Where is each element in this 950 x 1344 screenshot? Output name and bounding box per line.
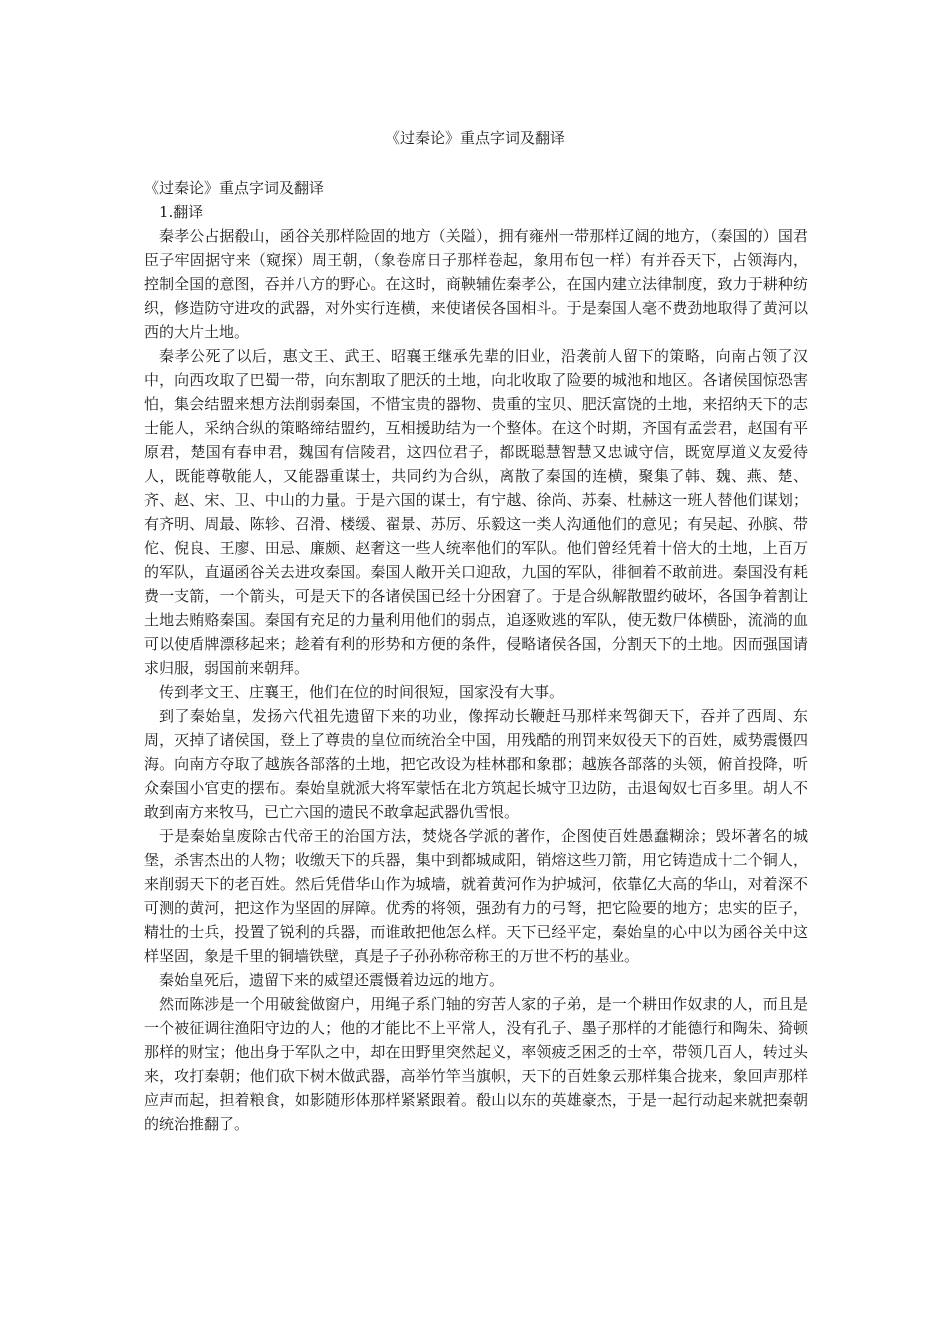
paragraph: 到了秦始皇，发扬六代祖先遗留下来的功业，像挥动长鞭赶马那样来驾御天下，吞并了西周、东周，灭掉了诸侯国，登上了尊贵的皇位而统治全中国，用残酷的刑罚来奴役天下的百姓，威势震慑四海。向南方夺取了越族各部落的土地，把它改设为桂林郡和象郡；越族各部落的头领，俯首投降，听众秦国小官吏的摆布。秦始皇就派大将军蒙恬在北方筑起长城守卫边防，击退匈奴七百多里。胡人不敢到南方来牧马，已亡六国的遗民不敢拿起武器仇雪恨。 — [144, 707, 808, 821]
paragraph: 秦孝公死了以后，惠文王、武王、昭襄王继承先辈的旧业，沿袭前人留下的策略，向南占领了汉中，向西攻取了巴蜀一带，向东割取了肥沃的土地，向北收取了险要的城池和地区。各诸侯国惊恐害怕，集会结盟来想方法削弱秦国，不惜宝贵的器物、贵重的宝贝、肥沃富饶的土地，来招纳天下的志士能人，采纳合纵的策略缔结盟约，互相援助结为一个整体。在这个时期，齐国有孟尝君，赵国有平原君，楚国有春申君，魏国有信陵君，这四位君子，都既聪慧智慧又忠诚守信，既宽厚道义友爱待人，既能尊敬能人，又能器重谋士，共同约为合纵，离散了秦国的连横，聚集了韩、魏、燕、楚、齐、赵、宋、卫、中山的力量。于是六国的谋士，有宁越、徐尚、苏秦、杜赫这一班人替他们谋划；有齐明、周最、陈轸、召滑、楼缓、翟景、苏厉、乐毅这一类人沟通他们的意见；有吴起、孙膑、带佗、倪良、王廖、田忌、廉颇、赵奢这一些人统率他们的军队。他们曾经凭着十倍大的土地，上百万的军队，直逼函谷关去进攻秦国。秦国人敞开关口迎敌，九国的军队，徘徊着不敢前进。秦国没有耗费一支箭，一个箭头，可是天下的各诸侯国已经十分困窘了。于是合纵解散盟约破坏，各国争着割让土地去贿赂秦国。秦国有充足的力量利用他们的弱点，追逐败逃的军队，使无数尸体横卧，流淌的血可以使盾牌漂移起来；趁着有利的形势和方便的条件，侵略诸侯各国，分割天下的土地。因而强国请求归服，弱国前来朝拜。 — [144, 347, 808, 677]
document-subtitle: 《过秦论》重点字词及翻译 — [144, 179, 325, 197]
document-title: 《过秦论》重点字词及翻译 — [384, 129, 565, 147]
paragraph: 秦孝公占据殽山，函谷关那样险固的地方（关隘），拥有雍州一带那样辽阔的地方，（秦国的）国君臣子牢固据守来（窥探）周王朝，（象卷席日子那样卷起，象用布包一样）有并吞天下，占领海内，控制全国的意图，吞并八方的野心。在这时，商鞅辅佐秦孝公，在国内建立法律制度，致力于耕种纺织，修造防守进攻的武器，对外实行连横，来使诸侯各国相斗。于是秦国人毫不费劲地取得了黄河以西的大片土地。 — [144, 227, 808, 341]
paragraph: 于是秦始皇废除古代帝王的治国方法，焚烧各学派的著作，企图使百姓愚蠢糊涂；毁坏著名的城堡，杀害杰出的人物；收缴天下的兵器，集中到都城咸阳，销熔这些刀箭，用它铸造成十二个铜人，来削弱天下的老百姓。然后凭借华山作为城墙，就着黄河作为护城河，依靠亿大高的华山，对着深不可测的黄河，把这作为坚固的屏障。优秀的将领，强劲有力的弓弩，把它险要的地方；忠实的臣子，精壮的士兵，投置了锐利的兵器，而谁敢把他怎么样。天下已经平定，秦始皇的心中以为函谷关中这样坚固，象是千里的铜墙铁壁，真是子子孙孙称帝称王的万世不朽的基业。 — [144, 827, 808, 965]
paragraph: 然而陈涉是一个用破瓮做窗户，用绳子系门轴的穷苦人家的子弟，是一个耕田作奴隶的人，而且是一个被征调往渔阳守边的人；他的才能比不上平常人，没有孔子、墨子那样的才能德行和陶朱、猗顿那样的财宝；他出身于军队之中，却在田野里突然起义，率领疲乏困乏的士卒，带领几百人，转过头来，攻打秦朝；他们砍下树木做武器，高举竹竿当旗帜，天下的百姓象云那样集合拢来，象回声那样应声而起，担着粮食，如影随形体那样紧紧跟着。殽山以东的英雄豪杰，于是一起行动起来就把秦朝的统治推翻了。 — [144, 995, 808, 1133]
paragraph: 传到孝文王、庄襄王，他们在位的时间很短，国家没有大事。 — [159, 683, 565, 701]
document-body — [144, 176, 808, 1136]
section-heading: 1.翻译 — [159, 203, 204, 221]
paragraph: 秦始皇死后，遗留下来的威望还震慑着边远的地方。 — [159, 971, 505, 989]
